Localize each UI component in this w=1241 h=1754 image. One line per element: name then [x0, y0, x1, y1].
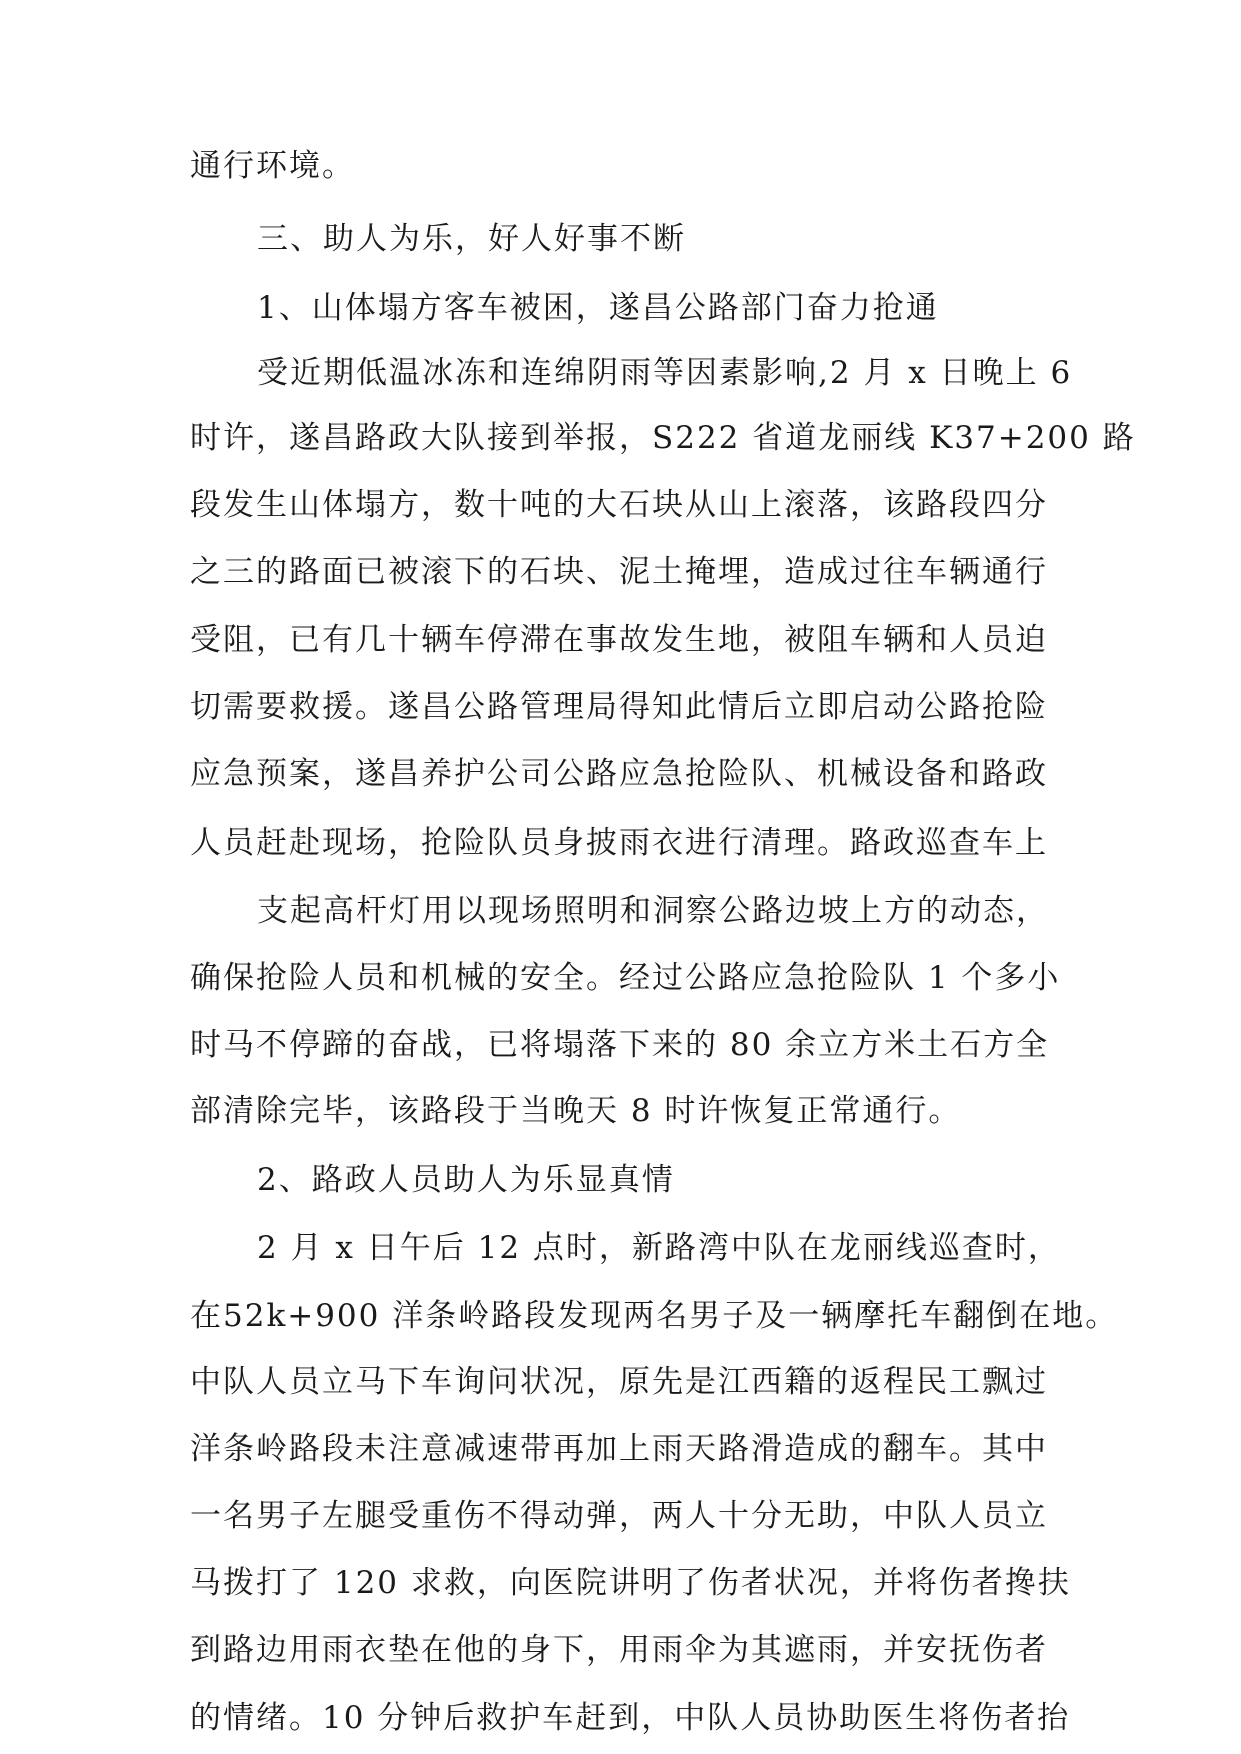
text-line: 2 月 x 日午后 12 点时，新路湾中队在龙丽线巡查时，	[257, 1230, 1061, 1266]
text-line: 之三的路面已被滚下的石块、泥土掩埋，造成过往车辆通行	[190, 554, 1048, 590]
text-line: 时许，遂昌路政大队接到举报，S222 省道龙丽线 K37+200 路	[190, 420, 1136, 456]
text-line: 通行环境。	[190, 148, 355, 184]
text-line: 部清除完毕，该路段于当晚天 8 时许恢复正常通行。	[190, 1093, 962, 1129]
text-line: 确保抢险人员和机械的安全。经过公路应急抢险队 1 个多小	[190, 960, 1061, 996]
text-line: 段发生山体塌方，数十吨的大石块从山上滚落，该路段四分	[190, 487, 1048, 523]
subsection-heading: 2、路政人员助人为乐显真情	[257, 1162, 675, 1198]
text-line: 切需要救援。遂昌公路管理局得知此情后立即启动公路抢险	[190, 689, 1048, 725]
text-line: 在52k+900 洋条岭路段发现两名男子及一辆摩托车翻倒在地。	[190, 1298, 1119, 1334]
text-line: 洋条岭路段未注意减速带再加上雨天路滑造成的翻车。其中	[190, 1431, 1048, 1467]
text-line: 的情绪。10 分钟后救护车赶到，中队人员协助医生将伤者抬	[190, 1700, 1071, 1736]
text-line: 到路边用雨衣垫在他的身下，用雨伞为其遮雨，并安抚伤者	[190, 1632, 1048, 1668]
text-line: 时马不停蹄的奋战，已将塌落下来的 80 余立方米土石方全	[190, 1027, 1050, 1063]
text-line: 中队人员立马下车询问状况，原先是江西籍的返程民工飘过	[190, 1364, 1048, 1400]
section-heading: 三、助人为乐，好人好事不断	[257, 221, 686, 257]
subsection-heading: 1、山体塌方客车被困，遂昌公路部门奋力抢通	[257, 290, 939, 326]
text-line: 受阻，已有几十辆车停滞在事故发生地，被阻车辆和人员迫	[190, 622, 1048, 658]
text-line: 应急预案，遂昌养护公司公路应急抢险队、机械设备和路政	[190, 756, 1048, 792]
text-line: 一名男子左腿受重伤不得动弹，两人十分无助，中队人员立	[190, 1498, 1048, 1534]
text-line: 支起高杆灯用以现场照明和洞察公路边坡上方的动态，	[257, 893, 1049, 929]
text-line: 马拨打了 120 求救，向医院讲明了伤者状况，并将伤者搀扶	[190, 1565, 1071, 1601]
text-line: 人员赶赴现场，抢险队员身披雨衣进行清理。路政巡查车上	[190, 825, 1048, 861]
text-line: 受近期低温冰冻和连绵阴雨等因素影响,2 月 x 日晚上 6	[257, 355, 1073, 391]
